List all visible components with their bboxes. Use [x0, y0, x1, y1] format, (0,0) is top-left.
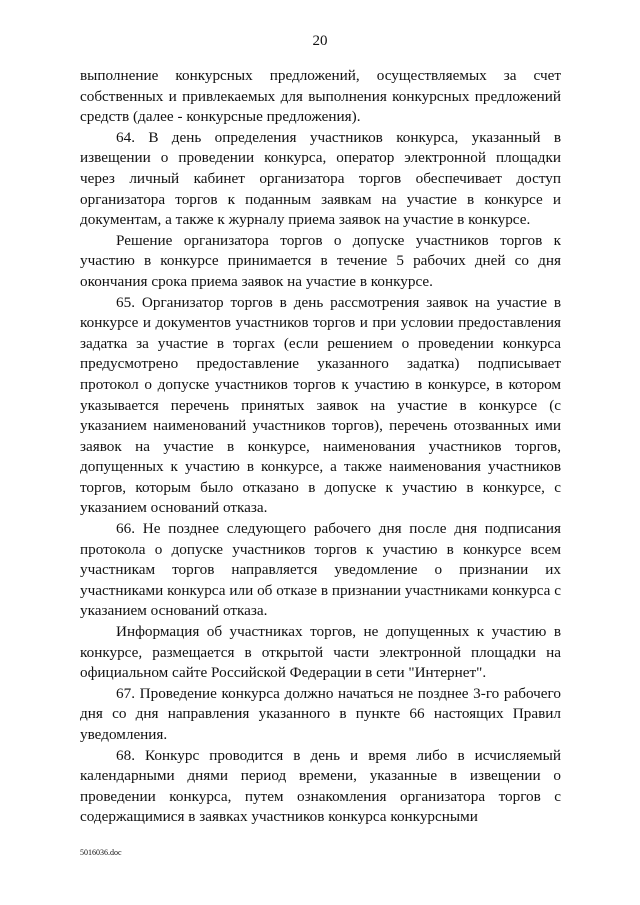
paragraph-68: 68. Конкурс проводится в день и время либо в исчисляемый календарными днями период времени, указанные в извещении о проведении конкурса, путем ознакомления организатора торгов с содержащимися в заявках участников конкурса конкурсными	[80, 746, 561, 826]
paragraph-64: 64. В день определения участников конкурса, указанный в извещении о проведении конкурса, оператор электронной площадки через личный кабинет организатора торгов обеспечивает доступ организатора торгов к поданным заявкам на участие в конкурсе и документам, а также к журналу приема заявок на участие в конкурсе.	[80, 128, 561, 229]
paragraph-65: 65. Организатор торгов в день рассмотрения заявок на участие в конкурсе и документов участников торгов и при условии предоставления задатка за участие в торгах (если решением о проведении конкурса предусмотрено предоставление указанного задатка) подписывает протокол о допуске участников торгов к участию в конкурсе, в котором указывается перечень принятых заявок на участие в конкурсе (с указанием наименований участников торгов), перечень отозванных ими заявок на участие в конкурсе, наименования участников торгов, допущенных к участию в конкурсе, а также наименования участников торгов, которым было отказано в допуске к участию в конкурсе, с указанием оснований отказа.	[80, 293, 561, 517]
document-body	[80, 66, 561, 828]
paragraph-67: 67. Проведение конкурса должно начаться не позднее 3-го рабочего дня со дня направления указанного в пункте 66 настоящих Правил уведомления.	[80, 684, 561, 743]
paragraph-decision: Решение организатора торгов о допуске участников торгов к участию в конкурсе принимается в течение 5 рабочих дней со дня окончания срока приема заявок на участие в конкурсе.	[80, 231, 561, 290]
paragraph-info: Информация об участниках торгов, не допущенных к участию в конкурсе, размещается в открытой части электронной площадки на официальном сайте Российской Федерации в сети "Интернет".	[80, 623, 561, 682]
footer-file-name: 5016036.doc	[80, 848, 122, 857]
page-number: 20	[312, 33, 328, 49]
paragraph-continuation: выполнение конкурсных предложений, осуществляемых за счет собственных и привлекаемых для выполнения конкурсных предложений средств (далее - конкурсные предложения).	[80, 67, 561, 126]
paragraph-66: 66. Не позднее следующего рабочего дня после дня подписания протокола о допуске участников торгов к участию в конкурсе всем участникам торгов направляется уведомление о признании их участниками конкурса или об отказе в признании участниками конкурса с указанием оснований отказа.	[80, 520, 561, 620]
